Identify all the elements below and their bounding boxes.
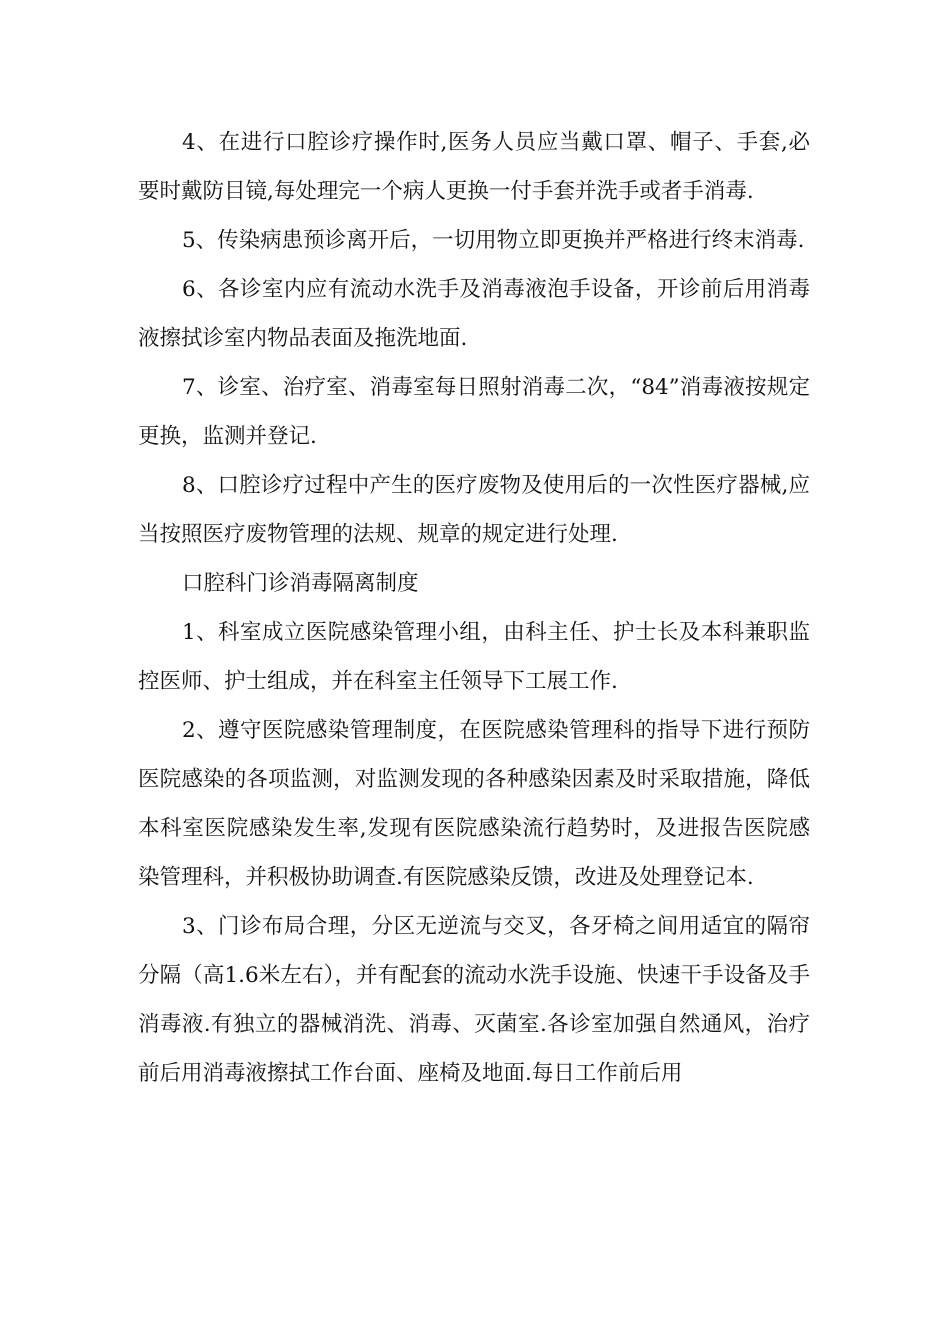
paragraph-item-8: 8、口腔诊疗过程中产生的医疗废物及使用后的一次性医疗器械,应当按照医疗废物管理的法规、规章的规定进行处理. bbox=[138, 473, 810, 547]
section-paragraph-2: 2、遵守医院感染管理制度，在医院感染管理科的指导下进行预防医院感染的各项监测，对监测发现的各种感染因素及时采取措施，降低本科室医院感染发生率,发现有医院感染流行趋势时，及进报告医院感染管理科，并积极协助调查.有医院感染反馈，改进及处理登记本. bbox=[138, 718, 810, 890]
paragraph-item-7: 7、诊室、治疗室、消毒室每日照射消毒二次，“84”消毒液按规定更换，监测并登记. bbox=[138, 375, 810, 449]
section-paragraph-3: 3、门诊布局合理，分区无逆流与交叉，各牙椅之间用适宜的隔帘分隔（高1.6米左右），并有配套的流动水洗手设施、快速干手设备及手消毒液.有独立的器械消洗、消毒、灭菌室.各诊室加强自然通风，治疗前后用消毒液擦拭工作台面、座椅及地面.每日工作前后用 bbox=[138, 914, 810, 1086]
document-body bbox=[138, 118, 810, 1098]
section-title: 口腔科门诊消毒隔离制度 bbox=[182, 571, 419, 596]
paragraph-item-4: 4、在进行口腔诊疗操作时,医务人员应当戴口罩、帽子、手套,必要时戴防目镜,每处理完一个病人更换一付手套并洗手或者手消毒. bbox=[138, 130, 810, 204]
paragraph-item-5: 5、传染病患预诊离开后，一切用物立即更换并严格进行终末消毒. bbox=[182, 228, 805, 253]
section-paragraph-1: 1、科室成立医院感染管理小组，由科主任、护士长及本科兼职监控医师、护士组成，并在科室主任领导下工展工作. bbox=[138, 620, 810, 694]
paragraph-item-6: 6、各诊室内应有流动水洗手及消毒液泡手设备，开诊前后用消毒液擦拭诊室内物品表面及拖洗地面. bbox=[138, 277, 810, 351]
